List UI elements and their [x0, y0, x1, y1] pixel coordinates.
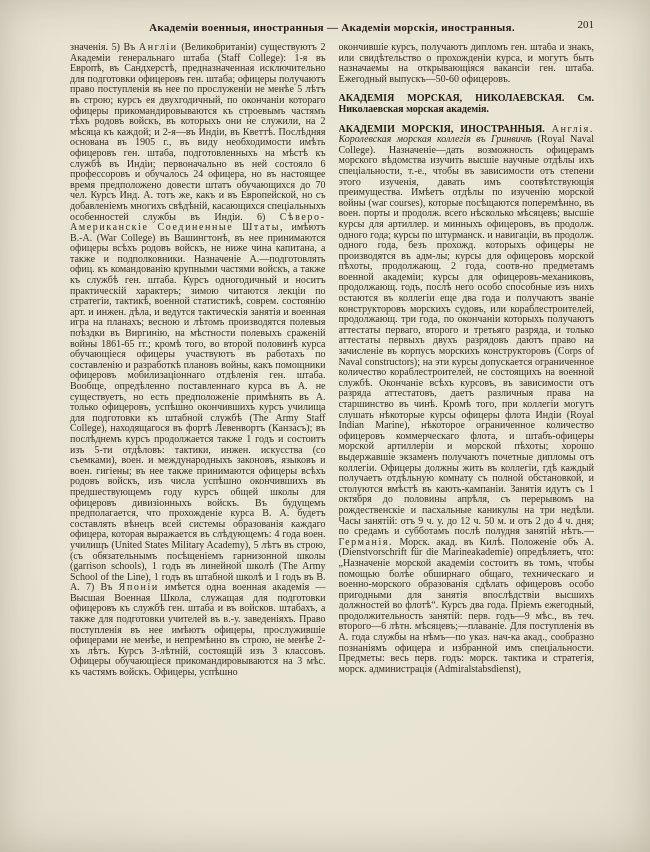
emphasis-germany: Германія. — [338, 536, 394, 548]
institution-name-italic: Королевская морская коллегія въ Гринвичѣ — [338, 134, 533, 146]
entry-title-nikolaevskaya: АКАДЕМІЯ МОРСКАЯ, НИКОЛАЕВСКАЯ. — [338, 93, 565, 105]
emphasis-england: Англіи — [138, 43, 178, 53]
text-segment-2: (Великобританіи) существуютъ 2 Академіи генеральнаго штаба (Staff College): 1-я въ Европѣ, въ Сандхерстѣ, предназначенная исключительно для подготовки офицеровъ ген. штаба; офицеры получаютъ право поступленія въ нее по прослуженіи не менѣе 5 лѣтъ въ строю; курсъ ея двухгодичный, по окончаніи котораго офицеры прикомандировываются къ строевымъ частямъ тѣхъ родовъ войскъ, въ которыхъ они не служили, на 2 мѣсяца къ каждой; и 2-я—въ Индіи, въ Кветтѣ. Послѣдняя основана въ 1905 г., въ виду необходимости имѣть офицеровъ ген. штаба, подготовленныхъ на мѣстѣ къ службѣ въ Индіи; первоначально въ ней состояло 6 профессоровъ и обучалось 24 офицера, но въ настоящее время предположено довести штатъ обучающихся до 70 чел. Курсъ Инд. А. тотъ же, какъ и въ Европейской, но съ добавленіемъ многихъ свѣдѣній, касающихся спеціальныхъ особенностей службы въ Индіи. 6) — [70, 43, 326, 223]
entry-body-part-2: Морск. акад. въ Килѣ. Положеніе объ А. (Dienstvorschrift für die Marineakademie) опредѣляетъ, что: „Назначеніе морской академіи состоитъ въ томъ, чтобы помощью болѣе обширнаго общаго, техническаго и военно-морского образованія сдѣлать офицеровъ особо пригодными для занятія впослѣдствіи высшихъ должностей во флотѣ“. Курсъ два года. Пріемъ ежегодный, продолжительность занятій: перв. годъ—9 мѣс., въ теч. второго—6 лѣтн. мѣсяцевъ;—плаваніе. Для поступленія въ А. года службы на нѣмъ—по указ. нач-ка акад., сообразно познаніямъ офицера и избранной имъ спеціальности. Предметы: весь перв. годъ: морск. тактика и стратегія, морск. администрація (Admiralstabsdienst), — [338, 536, 594, 675]
entry-akademiya-morskaya-nikolaevskaya — [339, 94, 595, 115]
text-segment-4: имѣется одна военная академія — Высшая Военная Школа, служащая для подготовки офицеровъ къ службѣ ген. штаба и въ войсков. штабахъ, а также для подготовки учителей въ в.-у. заведеніяхъ. Право поступленія въ нее имѣютъ офицеры, прослужившіе офицерами не менѣе, и непремѣнно въ строю, не менѣе 2-хъ лѣтъ. Курсъ 3-лѣтній, состоящій изъ 3 классовъ. Офицеры обучающіеся прикомандировываются на 3 мѣс. къ частямъ войскъ. Офицеры, успѣшно — [70, 582, 326, 679]
text-segment-3: имѣютъ В.-А. (War College) въ Вашингтонѣ, въ нее принимаются офицеры всѣхъ родовъ войскъ, не ниже чина капитана, а также и подполковники. Назначеніе А.—подготовлять офиц. къ командованію крупными частями войскъ, а также къ службѣ ген. штаба. Курсъ одногодичный и носитъ практическій характеръ; зимою читаются лекціи по стратегіи, тактикѣ, военной статистикѣ, соврем. состоянію арт. и инжен. дѣла, и ведутся тактическія занятія и военная игра на планахъ; весною и лѣтомъ производятся полевыя поѣздки въ Виргинію, на мѣстности полевыхъ сраженій войны 1861-65 гг.; кромѣ того, во второй половинѣ курса обучающіеся офицеры участвуютъ въ работахъ по составленію и разработкѣ плановъ войны, какъ помощники офицеровъ мобилизаціоннаго отдѣленія ген. штаба. Вообще, опредѣленно поставленнаго курса въ А. не существуетъ, но есть предположеніе примѣнять въ А. только офицеровъ, успѣшно окончившихъ курсъ училища для подготовки къ штабной службѣ (The Army Staff College), находящагося въ фортѣ Левенвортъ (Канзасъ); въ послѣднемъ курсъ продолжается также 1 годъ и состоитъ изъ 5-ти отдѣловъ: тактики, инжен. искусства (со съемками), воен. и международныхъ законовъ, языковъ и воен. гигіены; въ нее также принимаются офицеры всѣхъ родовъ войскъ, изъ числа успѣшно окончившихъ въ предшествующемъ году курсъ общей школы для офицеровъ дивизіонныхъ войскъ. Въ будущемъ предполагается, что прохожденіе курса В. А. будетъ составлять вѣнецъ всей системы образованія каждаго офицера, которая выражается въ слѣдующемъ: 4 года воен. училищъ (United States Military Academy), 5 лѣтъ въ строю, (съ обязательнымъ посѣщеніемъ гарнизонной школы (garrison schools), 1 годъ въ линейной школѣ (The Army School of the Line), 1 годъ въ штабной школѣ и 1 годъ въ В. А. 7) Въ — [70, 222, 326, 594]
right-column — [339, 43, 595, 849]
entry-body-part-1: (Royal Naval College). Назначеніе—дать возможность офицерамъ морского вѣдомства изучить высшіе научные отдѣлы ихъ спеціальности, т.-е., чтобы въ зависимости отъ степени этого изученія, давать имъ соотвѣтствующія преимущества. Имѣетъ отдѣлы по изученію морской войны (war courses), которые посѣщаются поперемѣнно, въ воен. порты и продолж. всего нѣсколько мѣсяцевъ; высшіе курсы для артиллер. и минныхъ офицеровъ, въ продолж. одного года; курсы по штурманск. и навигаціи, въ продолж. одного года, безъ прохожд. которыхъ офицеры не производятся въ адм-лы; курсы для офицеровъ морской пѣхоты, продолжающ. 2 года, соотв-но предметамъ военной академіи; курсы для офицеровъ-механиковъ, продолжающ. годъ, послѣ него особо способные изъ нихъ остаются въ коллегіи еще два года и получаютъ званіе конструкторовъ морскихъ судовъ, или кораблестроителей, продолжающ. три года, по окончаніи которыхъ получаютъ аттестаты перваго, второго и третьяго разряда, и только аттестаты первыхъ двухъ разрядовъ даютъ право на зачисленіе въ корпусъ морскихъ конструкторовъ (Corps of Naval constructors); на эти курсы допускается ограниченное количество кораблестроителей, не состоящихъ на военной службѣ. Окончаніе всѣхъ курсовъ, въ зависимости отъ разряда аттестатовъ, даетъ различныя права на старшинство въ чинѣ. Кромѣ того, при коллегіи могутъ слушать нѣкоторые курсы офицеры флота Индіи (Royal Indian Marine), нѣкоторое ограниченное количество офицеровъ коммерческаго флота, и штабъ-офицеры морской артиллеріи и морской пѣхоты; хорошо выдержавшіе экзаменъ получаютъ почетные дипломы отъ коллегіи. Офицеры должны жить въ коллегіи, гдѣ каждый получаетъ отдѣльную комнату съ полной обстановкой, и столуются вмѣстѣ въ кають-кампаніи. Занятія идутъ съ 1 октября до половины апрѣля, съ перерывомъ на рождественскіе и пасхальные каникулы на три недѣли. Часы занятій: отъ 9 ч. у. до 12 ч. 50 м. и отъ 2 до 4 ч. дня; по средамъ и субботамъ послѣ полудня занятій нѣтъ.— — [338, 134, 594, 538]
continuation-text: окончившіе курсъ, получаютъ дипломъ ген. штаба и знакъ, или свидѣтельство о прохожденіи курса, и могутъ быть назначаемы на открывающіяся вакансіи ген. штаба. Ежегодный выпускъ—50-60 офицеровъ. — [338, 43, 594, 85]
entry-body-nikolaevskaya: См. Николаевская морская академія. — [338, 93, 594, 115]
entry-title-inostrannyya: АКАДЕМІИ МОРСКІЯ, ИНОСТРАННЫЯ. — [338, 123, 545, 135]
left-column — [70, 43, 326, 849]
emphasis-japan: Японіи — [118, 582, 159, 594]
emphasis-usa: Сѣверо-Американскіе Соединенные Штаты, — [70, 211, 326, 234]
left-column-text — [70, 43, 326, 679]
page-header — [70, 18, 594, 36]
running-title: Академіи военныя, иностранныя — Академіи морскія, иностранныя. — [149, 22, 515, 34]
entry-akademii-morskiya-inostrannyya — [339, 125, 595, 676]
text-segment-1: значенія. 5) Въ — [70, 43, 136, 53]
page-number: 201 — [577, 19, 594, 31]
text-columns — [70, 43, 594, 849]
emphasis-england-naval: Англія. — [551, 123, 594, 135]
